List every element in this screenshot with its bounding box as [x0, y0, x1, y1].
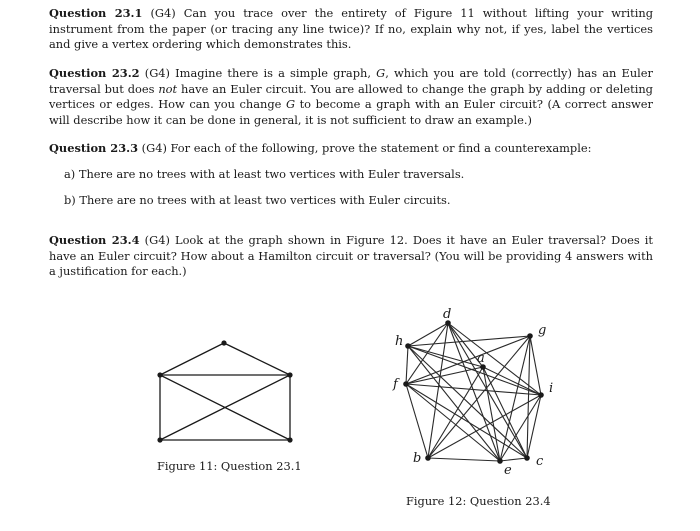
edge: [500, 458, 527, 461]
edge: [527, 395, 541, 458]
question-text: (G4) Imagine there is a simple graph,: [139, 66, 377, 80]
figure-12-caption: Figure 12: Question 23.4: [406, 494, 551, 508]
vertex: [287, 372, 292, 377]
edge: [428, 458, 500, 461]
figure-12-graph: [406, 323, 541, 461]
vertex-label-h: h: [395, 334, 404, 349]
vertex-label-a: a: [477, 351, 485, 366]
figure-11-caption: Figure 11: Question 23.1: [157, 459, 302, 473]
question-text: have an Euler circuit. You are allowed to change the graph by adding or deleting vertices or edges. How can you change: [49, 81, 653, 112]
vertex-e: [497, 458, 503, 464]
edge: [483, 367, 500, 461]
vertex: [157, 437, 162, 442]
list-item-b: b) There are no trees with at least two vertices with Euler circuits.: [64, 193, 451, 207]
edge: [224, 343, 290, 375]
edge: [160, 343, 224, 375]
vertex: [221, 340, 226, 345]
vertex: [157, 372, 162, 377]
question-text: to become a graph with an Euler circuit? (A correct answer will describe how it can be done in general, it is not sufficient to draw an example.): [49, 97, 653, 127]
vertex-label-c: c: [536, 454, 544, 469]
figure-11-graph: [160, 343, 290, 440]
vertex-c: [524, 455, 530, 461]
variable-g: G: [285, 97, 296, 112]
question-number: Question 23.2: [49, 66, 140, 80]
vertex-f: [403, 381, 409, 387]
edge: [408, 323, 448, 346]
vertex: [287, 437, 292, 442]
vertex-i: [538, 392, 544, 398]
edge: [406, 346, 408, 384]
question-text: (G4) Look at the graph shown in Figure 12. Does it have an Euler traversal? Does it have an Euler circuit? How about a Hamilton circuit or traversal? (You will be providing 4 answers with a justification for each.): [49, 233, 653, 279]
vertex-b: [425, 455, 431, 461]
vertex-h: [405, 343, 411, 349]
edge: [530, 336, 541, 395]
vertex-label-i: i: [549, 381, 554, 396]
vertex-label-e: e: [504, 463, 512, 478]
variable-g: G: [376, 66, 386, 80]
vertex-label-f: f: [393, 377, 398, 392]
question-number: Question 23.4: [49, 233, 140, 247]
edge: [408, 336, 530, 346]
question-number: Question 23.1: [49, 6, 143, 20]
question-text: (G4) Can you trace over the entirety of Figure 11 without lifting your writing instrument from the paper (or tracing any line twice)? If no, explain why not, if yes, label the vertices and give a vertex ordering which demonstrates this.: [49, 6, 653, 52]
vertex-label-g: g: [538, 323, 547, 338]
list-item-a: a) There are no trees with at least two vertices with Euler traversals.: [64, 167, 465, 181]
vertex-label-b: b: [413, 451, 422, 466]
question-number: Question 23.3: [49, 141, 139, 155]
edge: [527, 336, 530, 458]
edge: [500, 395, 541, 461]
vertex-label-d: d: [443, 307, 452, 322]
question-text: (G4) For each of the following, prove the statement or find a counterexample:: [138, 141, 592, 155]
question-text: , which you are told (correctly) has an Euler traversal but does: [49, 66, 653, 96]
emphasis-not: not: [158, 81, 178, 96]
figure-11-vertices: [157, 340, 292, 442]
vertex-g: [527, 333, 533, 339]
